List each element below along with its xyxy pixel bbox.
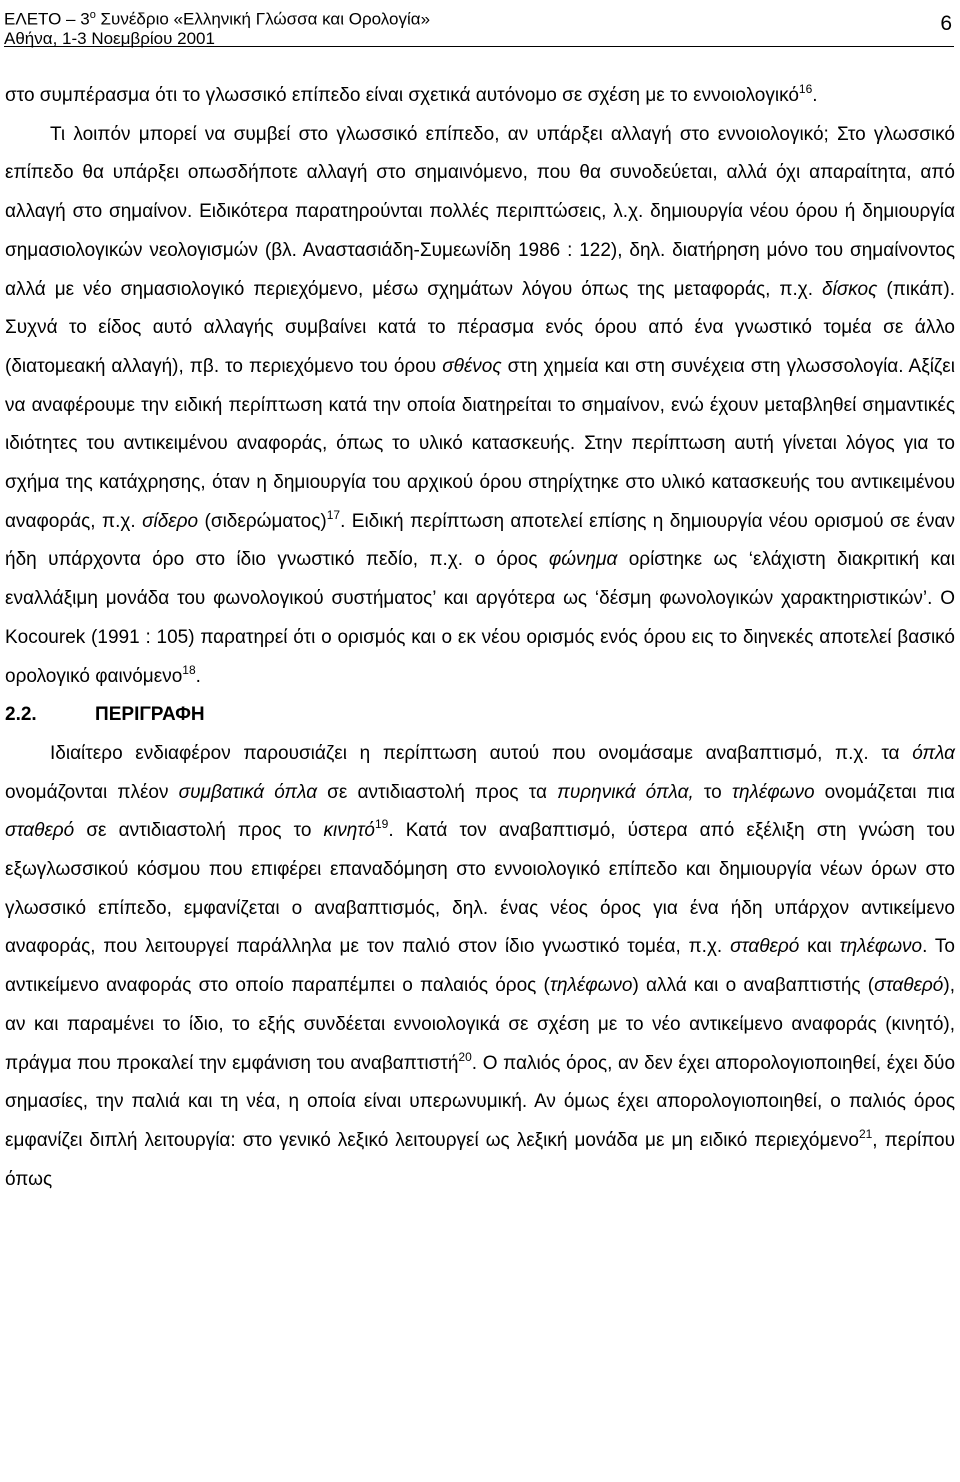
section-number: 2.2. xyxy=(5,704,37,726)
italic-term: σταθερό xyxy=(874,975,944,997)
paragraph-text: ονομάζονται πλέον xyxy=(5,781,179,803)
paragraph-text: στη χημεία και στη συνέχεια στη γλωσσολογία. Αξίζει να αναφέρουμε την ειδική περίπτωση κατά την οποία διατηρείται το σημαίνον, ενώ έχουν μεταβληθεί σημαντικές ιδιότητες του αντικειμένου αναφοράς, όπως το υλικό κατασκευής. Στην περίπτωση αυτή γίνεται λόγος για το σχήμα της κατάχρησης, όταν η δημιουργία του αρχικού όρου στηρίχτηκε στο υλικό κατασκευής του αντικειμένου αναφοράς, π.χ. xyxy=(5,355,955,532)
footnote-marker-19[interactable]: 19 xyxy=(375,817,389,832)
italic-term: σταθερό xyxy=(730,936,800,958)
section-title: ΠΕΡΙΓΡΑΦΗ xyxy=(95,704,205,726)
paragraph-rebaptism xyxy=(5,735,955,1199)
italic-term: τηλέφωνο xyxy=(731,781,815,803)
italic-term: δίσκος xyxy=(822,278,878,300)
paragraph-text: . Το αντικείμενο αναφοράς στο οποίο παραπέμπει ο παλαιός όρος ( xyxy=(5,936,955,997)
paragraph-text: . xyxy=(812,85,818,106)
paragraph-text: (πικάπ). Συχνά το είδος αυτό αλλαγής συμβαίνει κατά το πέρασμα ενός όρου από ένα γνωστικό τομέα σε άλλο (διατομεακή αλλαγή), πβ. το περιεχόμενο του όρου xyxy=(5,278,955,377)
italic-term: όπλα xyxy=(912,742,955,764)
header-conference-prefix: ΕΛΕΤΟ – 3 xyxy=(4,9,90,29)
italic-term: φώνημα xyxy=(548,549,618,571)
header-ordinal-sup: ο xyxy=(89,9,96,21)
italic-term: κινητό xyxy=(323,820,375,842)
paragraph-text: ), αν και παραμένει το ίδιο, το εξής συνδέεται εννοιολογικά σε σχέση με το νέο αντικείμενο αναφοράς (κινητό), πράγμα που προκαλεί την εμφάνιση του αναβαπτιστή xyxy=(5,975,955,1074)
paragraph-text: και xyxy=(799,936,840,958)
italic-term: σίδερο xyxy=(142,510,199,532)
paragraph-text: Ιδιαίτερο ενδιαφέρον παρουσιάζει η περίπτωση αυτού που ονομάσαμε αναβαπτισμό, π.χ. τα xyxy=(50,742,913,764)
italic-term: συμβατικά όπλα xyxy=(178,781,318,803)
paragraph-text: . Κατά τον αναβαπτισμό, ύστερα από εξέλιξη στη γνώση του εξωγλωσσικού κόσμου που επιφέρει επαναδόμηση στο εννοιολογικό επίπεδο και δημιουργία νέων όρων στο γλωσσικό επίπεδο, εμφανίζεται ο αναβαπτισμός, δηλ. ένας νέος όρος για ένα ήδη υπάρχον αντικείμενο αναφοράς, που λειτουργεί παράλληλα με τον παλιό στον ίδιο γνωστικό τομέα, π.χ. xyxy=(5,820,955,958)
footnote-marker-20[interactable]: 20 xyxy=(458,1049,472,1064)
footnote-marker-21[interactable]: 21 xyxy=(858,1126,873,1141)
italic-term: τηλέφωνο xyxy=(839,936,923,958)
section-heading xyxy=(5,696,955,735)
footnote-marker-17[interactable]: 17 xyxy=(326,507,341,522)
italic-term: τηλέφωνο xyxy=(549,975,633,997)
footnote-marker-18[interactable]: 18 xyxy=(182,662,196,677)
header-conference-title: Συνέδριο «Ελληνική Γλώσσα και Ορολογία» xyxy=(95,9,431,29)
running-header xyxy=(4,2,954,47)
italic-term: σθένος xyxy=(442,355,502,377)
paragraph-change-types xyxy=(5,116,955,697)
page-body xyxy=(5,77,955,1199)
italic-term: πυρηνικά όπλα, xyxy=(557,781,694,803)
header-conference-line xyxy=(4,6,430,29)
header-date-line: Αθήνα, 1-3 Νοεμβρίου 2001 xyxy=(4,28,215,48)
header-text xyxy=(4,6,430,48)
page-number: 6 xyxy=(940,12,952,35)
paragraph-text: . xyxy=(195,665,201,687)
paragraph-text: σε αντιδιαστολή προς τα xyxy=(317,781,558,803)
paragraph-text: ονομάζεται πια xyxy=(814,781,955,803)
footnote-marker-16[interactable]: 16 xyxy=(798,82,813,96)
paragraph-text: . Ο παλιός όρος, αν δεν έχει απορολογιοποιηθεί, έχει δύο σημασίες, την παλιά και τη νέα, η οποία είναι υπερωνυμική. Αν όμως έχει απορολογιοποιηθεί, ο παλιός όρος εμφανίζει διπλή λειτουργία: στο γενικό λεξικό λειτουργεί ως λεξική μονάδα με μη ειδικό περιεχόμενο xyxy=(5,1052,956,1151)
paragraph-text: (σιδερώματος) xyxy=(198,510,327,532)
paragraph-text: σε αντιδιαστολή προς το xyxy=(74,820,324,842)
paragraph-text: Τι λοιπόν μπορεί να συμβεί στο γλωσσικό επίπεδο, αν υπάρξει αλλαγή στο εννοιολογικό; Στο γλωσσικό επίπεδο θα υπάρξει οπωσδήποτε αλλαγή στο σημαινόμενο, που θα συνοδεύεται, αλλά όχι απαραίτητα, από αλλαγή στο σημαίνον. Ειδικότερα παρατηρούνται πολλές περιπτώσεις, λ.χ. δημιουργία νέου όρου ή δημιουργία σημασιολογικών νεολογισμών (βλ. Αναστασιάδη-Συμεωνίδη 1986 : 122), δηλ. διατήρηση μόνο του σημαίνοντος αλλά με νέο σημασιολογικό περιεχόμενο, μέσω σχημάτων λόγου όπως της μεταφοράς, π.χ. xyxy=(5,123,955,300)
paragraph-continuation xyxy=(5,77,955,116)
paragraph-text: στο συμπέρασμα ότι το γλωσσικό επίπεδο είναι σχετικά αυτόνομο σε σχέση με το εννοιολογικό xyxy=(5,85,799,106)
paragraph-text: ορίστηκε ως ‘ελάχιστη διακριτική και εναλλάξιμη μονάδα του φωνολογικού συστήματος’ και αργότερα ως ‘δέσμη φωνολογικών χαρακτηριστικών’. Ο Kocourek (1991 : 105) παρατηρεί ότι ο ορισμός και ο εκ νέου ορισμός ενός όρου εις το διηνεκές αποτελεί βασικό ορολογικό φαινόμενο xyxy=(5,549,955,687)
paragraph-text: , περίπου όπως xyxy=(5,1129,955,1190)
paragraph-text: . Ειδική περίπτωση αποτελεί επίσης η δημιουργία νέου ορισμού σε έναν ήδη υπάρχοντα όρο στο ίδιο γνωστικό πεδίο, π.χ. ο όρος xyxy=(5,510,956,571)
italic-term: σταθερό xyxy=(5,820,75,842)
paragraph-text: ) αλλά και ο αναβαπτιστής ( xyxy=(632,975,875,997)
paragraph-text: το xyxy=(693,781,732,803)
